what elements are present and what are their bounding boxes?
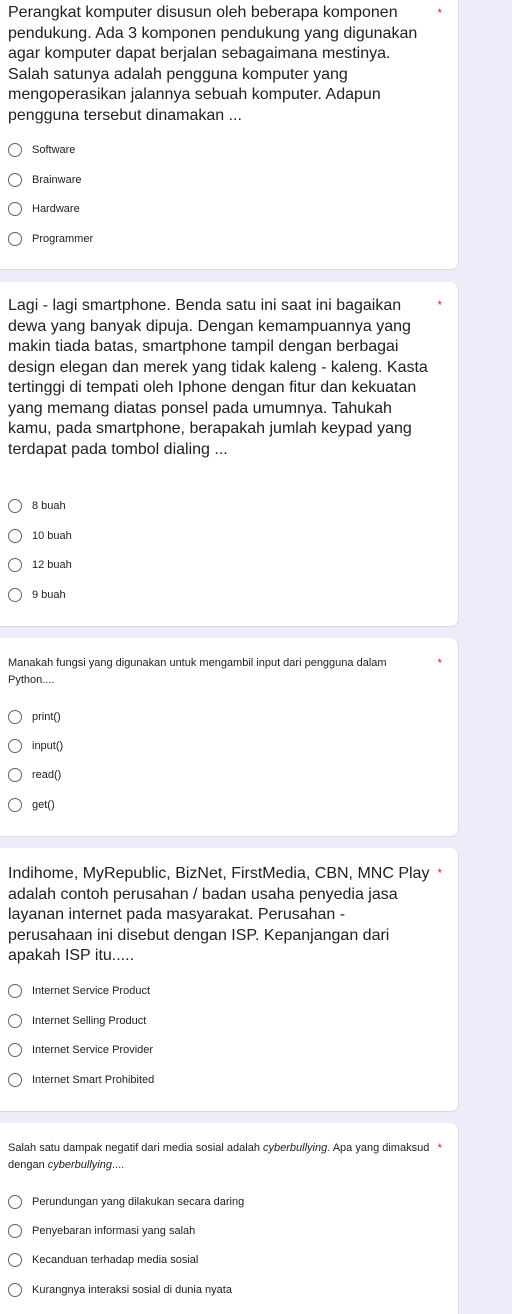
option-5-penyebaran[interactable] xyxy=(8,1220,195,1242)
option-label: Kecanduan terhadap media sosial xyxy=(32,1254,199,1266)
option-label: Hardware xyxy=(32,203,80,215)
radio-circle-icon[interactable] xyxy=(8,1253,22,1267)
radio-circle-icon[interactable] xyxy=(8,1043,22,1057)
question-card-5 xyxy=(0,1123,459,1314)
option-label: 12 buah xyxy=(32,559,72,571)
option-5-kecanduan[interactable] xyxy=(8,1249,198,1271)
option-2-12-buah[interactable] xyxy=(8,554,72,576)
radio-circle-icon[interactable] xyxy=(8,1283,22,1297)
required-asterisk-4: * xyxy=(437,866,442,880)
option-label: get() xyxy=(32,799,55,811)
radio-circle-icon[interactable] xyxy=(8,984,22,998)
option-label: print() xyxy=(32,711,61,723)
option-label: Internet Service Provider xyxy=(32,1044,154,1056)
option-3-get[interactable] xyxy=(8,794,55,816)
radio-circle-icon[interactable] xyxy=(8,529,22,543)
required-asterisk-5: * xyxy=(437,1141,442,1155)
question-title-2: Lagi - lagi smartphone. Benda satu ini saat ini bagaikan dewa yang banyak dipuja. Dengan kemampuannya yang makin tiada batas, smartphone tampil dengan berbagai design elegan dan merek yang tidak kaleng - kaleng. Kasta tertinggi di tempati oleh Iphone dengan fitur dan kekuatan yang memang diatas ponsel pada umumnya. Tahukah kamu, pada smartphone, berapakah jumlah keypad yang terdapat pada tombol dialing ... xyxy=(8,297,428,458)
option-1-hardware[interactable] xyxy=(8,198,80,220)
question-title-1: Perangkat komputer disusun oleh beberapa komponen pendukung. Ada 3 komponen pendukung yang digunakan agar komputer dapat berjalan sebagaimana mestinya. Salah satunya adalah pengguna komputer yang mengoperasikan jalannya sebuah komputer. Adapun pengguna tersebut dinamakan ... xyxy=(8,4,418,124)
radio-circle-icon[interactable] xyxy=(8,173,22,187)
option-3-print[interactable] xyxy=(8,706,61,728)
question-card-3 xyxy=(0,638,459,837)
option-label: read() xyxy=(32,769,62,781)
radio-circle-icon[interactable] xyxy=(8,588,22,602)
title-part-italic: cyberbullying xyxy=(263,1142,328,1154)
option-2-10-buah[interactable] xyxy=(8,525,72,547)
option-label: input() xyxy=(32,740,64,752)
radio-circle-icon[interactable] xyxy=(8,768,22,782)
radio-circle-icon[interactable] xyxy=(8,499,22,513)
option-2-9-buah[interactable] xyxy=(8,584,66,606)
required-asterisk-3: * xyxy=(437,656,442,670)
title-part: Salah satu dampak negatif dari media sosial adalah xyxy=(8,1142,263,1154)
radio-circle-icon[interactable] xyxy=(8,143,22,157)
option-label: Software xyxy=(32,144,76,156)
radio-circle-icon[interactable] xyxy=(8,232,22,246)
title-part: .... xyxy=(111,1159,125,1171)
question-card-2 xyxy=(0,282,459,627)
question-card-4 xyxy=(0,848,459,1112)
required-asterisk-1: * xyxy=(437,6,442,20)
option-5-kurangnya-interaksi[interactable] xyxy=(8,1279,232,1301)
title-part: . Apa yang dimaksud dengan xyxy=(8,1142,430,1171)
option-label: Kurangnya interaksi sosial di dunia nyata xyxy=(32,1284,232,1296)
option-1-software[interactable] xyxy=(8,139,75,161)
option-4-internet-service-product[interactable] xyxy=(8,980,150,1002)
radio-circle-icon[interactable] xyxy=(8,558,22,572)
question-title-4: Indihome, MyRepublic, BizNet, FirstMedia, CBN, MNC Play adalah contoh perusahan / badan usaha penyedia jasa layanan internet pada masyarakat. Perusahan - perusahaan ini disebut dengan ISP. Kepanjangan dari apakah ISP itu..... xyxy=(8,865,430,964)
radio-circle-icon[interactable] xyxy=(8,1073,22,1087)
option-4-internet-smart-prohibited[interactable] xyxy=(8,1069,154,1091)
radio-circle-icon[interactable] xyxy=(8,1224,22,1238)
radio-circle-icon[interactable] xyxy=(8,710,22,724)
question-title-5 xyxy=(8,1140,434,1174)
option-label: Internet Selling Product xyxy=(32,1015,147,1027)
option-label: 9 buah xyxy=(32,589,66,601)
option-3-input[interactable] xyxy=(8,735,63,757)
option-3-read[interactable] xyxy=(8,764,61,786)
radio-circle-icon[interactable] xyxy=(8,798,22,812)
option-label: 8 buah xyxy=(32,500,66,512)
radio-circle-icon[interactable] xyxy=(8,202,22,216)
required-asterisk-2: * xyxy=(437,298,442,312)
option-label: Internet Service Product xyxy=(32,985,151,997)
option-1-programmer[interactable] xyxy=(8,228,93,250)
radio-circle-icon[interactable] xyxy=(8,1014,22,1028)
option-5-perundungan[interactable] xyxy=(8,1191,244,1213)
option-label: Programmer xyxy=(32,233,94,245)
option-label: Brainware xyxy=(32,174,82,186)
title-part-italic: cyberbullying xyxy=(47,1159,112,1171)
option-2-8-buah[interactable] xyxy=(8,495,66,517)
option-label: 10 buah xyxy=(32,530,72,542)
option-label: Perundungan yang dilakukan secara daring xyxy=(32,1196,245,1208)
option-label: Penyebaran informasi yang salah xyxy=(32,1225,196,1237)
question-card-1 xyxy=(0,0,459,270)
option-1-brainware[interactable] xyxy=(8,169,82,191)
option-4-internet-service-provider[interactable] xyxy=(8,1039,153,1061)
question-title-3: Manakah fungsi yang digunakan untuk mengambil input dari pengguna dalam Python.... xyxy=(8,657,387,686)
option-4-internet-selling-product[interactable] xyxy=(8,1010,146,1032)
option-label: Internet Smart Prohibited xyxy=(32,1074,155,1086)
radio-circle-icon[interactable] xyxy=(8,1195,22,1209)
radio-circle-icon[interactable] xyxy=(8,739,22,753)
